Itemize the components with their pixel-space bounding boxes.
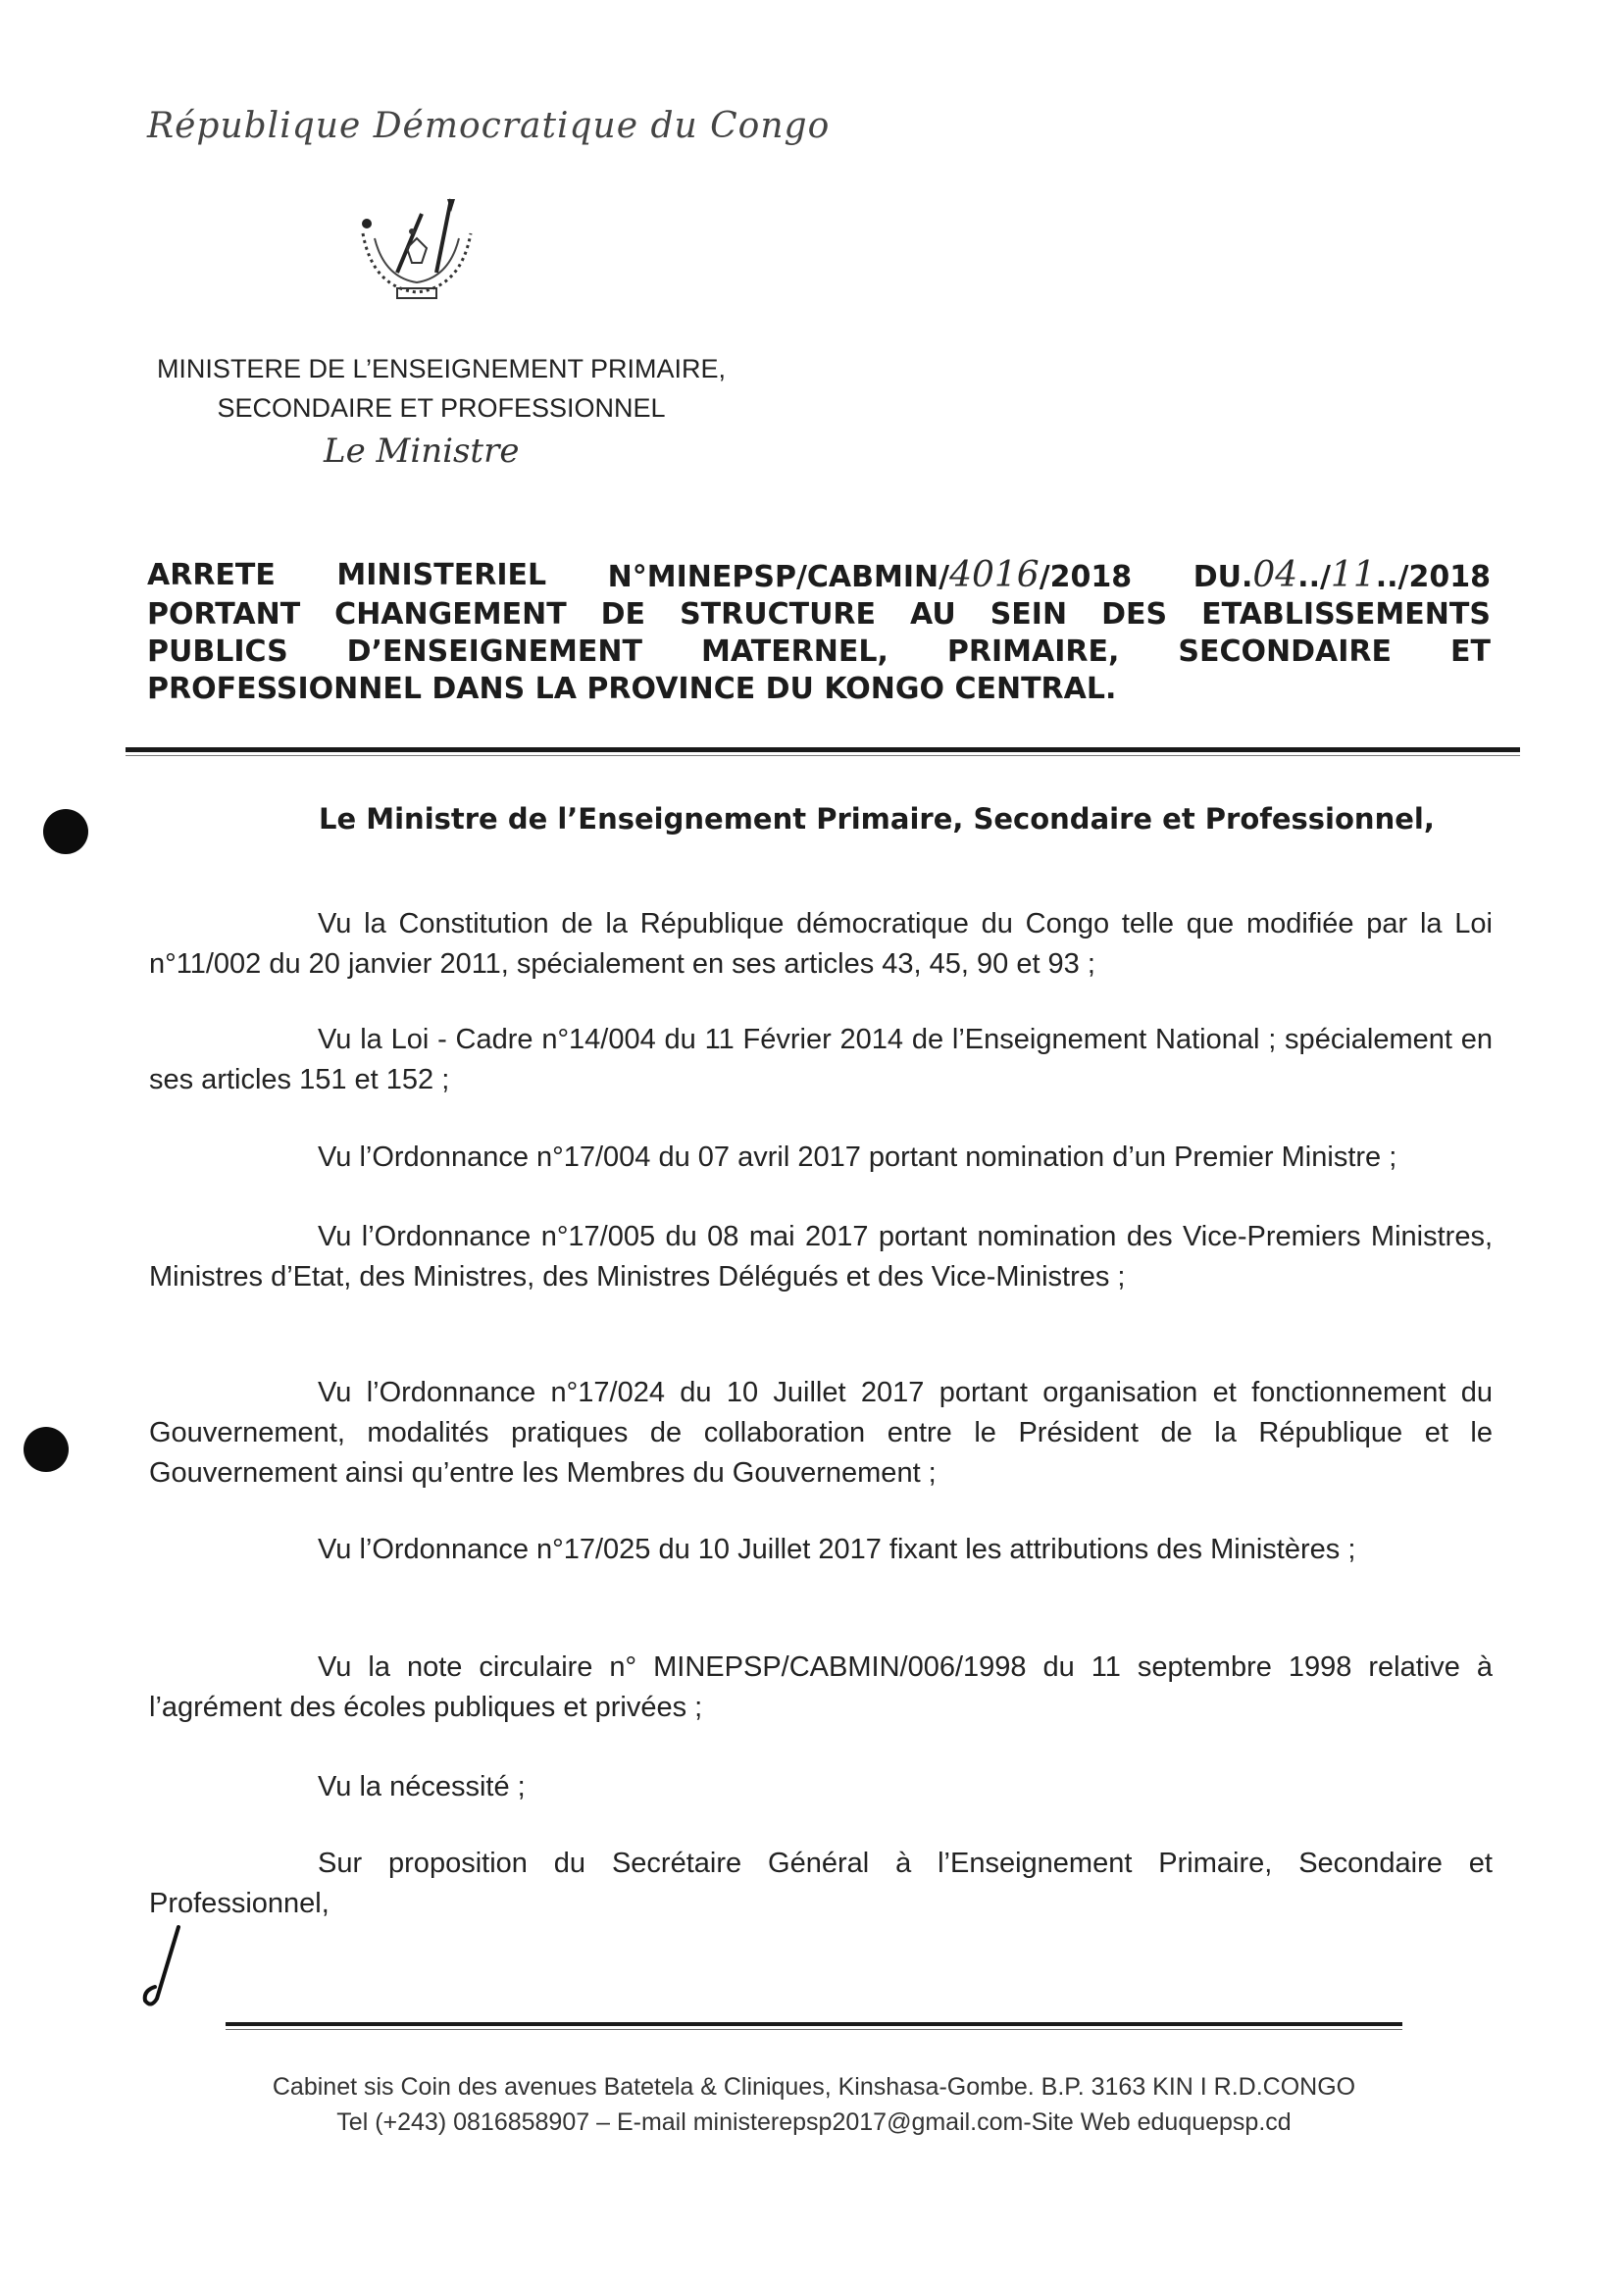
visa-paragraph-4	[149, 1217, 1493, 1297]
reference-year: /2018	[1039, 560, 1133, 594]
arrete-word: PRIMAIRE,	[946, 634, 1120, 669]
visa-text: Vu l’Ordonnance n°17/005 du 08 mai 2017 portant nomination des Vice-Premiers Ministres, Ministres d’Etat, des Ministres, des Ministres Délégués et des Vice-Ministres ;	[149, 1221, 1493, 1293]
arrete-word: AU	[910, 597, 956, 632]
republic-heading: République Démocratique du Congo	[147, 106, 831, 146]
arrete-word: ET	[1450, 634, 1491, 669]
arrete-word: CHANGEMENT	[334, 597, 567, 632]
title-divider-thin	[126, 755, 1520, 756]
date-separator: ../	[1297, 560, 1331, 594]
ministry-line-1: MINISTERE DE L’ENSEIGNEMENT PRIMAIRE,	[156, 354, 727, 383]
arrete-word: MINISTERIEL	[336, 558, 547, 592]
minister-title: Le Ministre de l’Enseignement Primaire, Secondaire et Professionnel,	[319, 802, 1435, 836]
arrete-word: PUBLICS	[147, 634, 288, 669]
arrete-line-1	[147, 557, 1491, 596]
title-divider	[126, 747, 1520, 752]
visa-text: Vu la Constitution de la République démocratique du Congo telle que modifiée par la Loi n°11/002 du 20 janvier 2011, spécialement en ses articles 43, 45, 90 et 93 ;	[149, 908, 1493, 980]
visa-text: Vu l’Ordonnance n°17/024 du 10 Juillet 2017 portant organisation et fonctionnement du Gouvernement, modalités pratiques de collaboration entre le Président de la République et le Gouvernement ainsi qu’entre les Membres du Gouvernement ;	[149, 1377, 1493, 1489]
footer-address: Cabinet sis Coin des avenues Batetela & Cliniques, Kinshasa-Gombe. B.P. 3163 KIN I R.D.CONGO	[272, 2073, 1356, 2101]
date-year: ../2018	[1375, 560, 1491, 594]
date-prefix: DU.	[1193, 560, 1253, 594]
arrete-word: SECONDAIRE	[1178, 634, 1392, 669]
punch-hole-bottom	[24, 1427, 69, 1472]
le-ministre-script: Le Ministre	[324, 431, 520, 471]
initial-signature-mark	[137, 1922, 196, 2010]
visa-text: Vu la nécessité ;	[318, 1771, 526, 1802]
visa-text: Vu l’Ordonnance n°17/025 du 10 Juillet 2017 fixant les attributions des Ministères ;	[318, 1534, 1356, 1565]
visa-paragraph-6	[149, 1530, 1493, 1570]
visa-paragraph-2	[149, 1020, 1493, 1100]
arrete-word: STRUCTURE	[680, 597, 877, 632]
coat-of-arms-emblem	[353, 194, 481, 302]
footer-divider	[226, 2022, 1402, 2026]
arrete-word: PORTANT	[147, 597, 301, 632]
arrete-word: DE	[600, 597, 646, 632]
arrete-date	[1193, 557, 1491, 596]
arrete-line-3	[147, 634, 1491, 671]
visa-paragraph-5	[149, 1373, 1493, 1494]
arrete-word: ARRETE	[147, 558, 276, 592]
visa-paragraph-8	[149, 1767, 1493, 1807]
handwritten-day: 04	[1252, 555, 1298, 595]
visa-text: Vu la Loi - Cadre n°14/004 du 11 Février 2014 de l’Enseignement National ; spécialement en ses articles 151 et 152 ;	[149, 1024, 1493, 1095]
visa-paragraph-1	[149, 904, 1493, 985]
ministry-line-2: SECONDAIRE ET PROFESSIONNEL	[217, 393, 666, 423]
ministry-heading	[147, 349, 736, 428]
arrete-line-4: PROFESSIONNEL DANS LA PROVINCE DU KONGO CENTRAL.	[147, 672, 1117, 706]
handwritten-number: 4016	[949, 555, 1040, 595]
visa-text: Sur proposition du Secrétaire Général à l’Enseignement Primaire, Secondaire et Professionnel,	[149, 1848, 1493, 1919]
reference-prefix: N°MINEPSP/CABMIN/	[607, 560, 950, 594]
handwritten-month: 11	[1330, 555, 1376, 595]
arrete-word: MATERNEL,	[700, 634, 888, 669]
visa-paragraph-3	[149, 1138, 1493, 1178]
arrete-title	[147, 557, 1491, 708]
visa-text: Vu la note circulaire n° MINEPSP/CABMIN/006/1998 du 11 septembre 1998 relative à l’agrément des écoles publiques et privées ;	[149, 1651, 1493, 1723]
footer-contact: Tel (+243) 0816858907 – E-mail ministerepsp2017@gmail.com-Site Web eduquepsp.cd	[336, 2108, 1292, 2136]
arrete-line-2	[147, 596, 1491, 634]
arrete-word: DES	[1101, 597, 1168, 632]
punch-hole-top	[43, 809, 88, 854]
visa-paragraph-7	[149, 1648, 1493, 1728]
arrete-word: D’ENSEIGNEMENT	[346, 634, 642, 669]
visa-text: Vu l’Ordonnance n°17/004 du 07 avril 2017 portant nomination d’un Premier Ministre ;	[318, 1142, 1397, 1173]
arrete-reference	[608, 557, 1133, 596]
footer-divider-thin	[226, 2029, 1402, 2030]
arrete-word: ETABLISSEMENTS	[1201, 597, 1491, 632]
arrete-word: SEIN	[990, 597, 1068, 632]
visa-paragraph-9	[149, 1844, 1493, 1924]
